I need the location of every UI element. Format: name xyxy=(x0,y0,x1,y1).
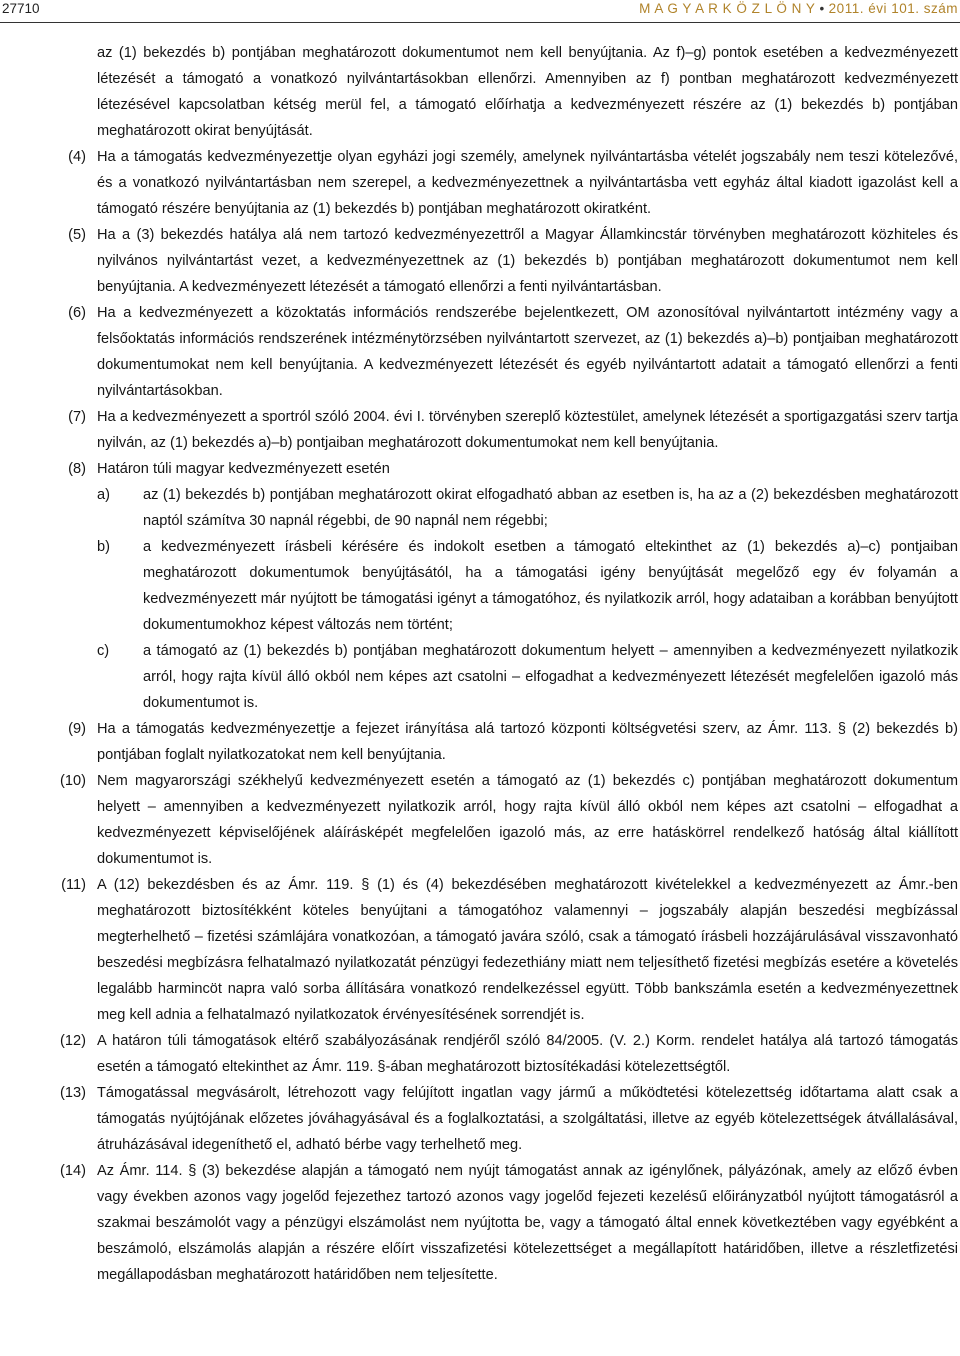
paragraph-text: Ha a kedvezményezett a sportról szóló 2004. évi I. törvényben szereplő köztestület, amelynek létezését a sportigazgatási szerv tartja nyilván, az (1) bekezdés a)–b) pontjaiban meghatározott dokumentumokat nem kell benyújtania. xyxy=(97,409,958,451)
journal-title xyxy=(639,1,958,17)
paragraph-text: Nem magyarországi székhelyű kedvezményezett esetén a támogató az (1) bekezdés c) pontjában meghatározott dokumentum helyett – amennyiben a kedvezményezett nyilatkozik arról, hogy rajta kívül álló okból nem képes azt csatolni – elfogadhat a kedvezményezett képviselőjének aláírásképét megfelelően igazoló más, az erre hatáskörrel rendelkező hatóság által kiállított dokumentumot is. xyxy=(97,773,958,867)
paragraph-5 xyxy=(0,222,960,300)
paragraph-text: Határon túli magyar kedvezményezett esetén xyxy=(97,461,390,477)
paragraph-14 xyxy=(0,1158,960,1288)
paragraph-text: Ha a támogatás kedvezményezettje olyan egyházi jogi személy, amelynek nyilvántartásba vételét jogszabály nem teszi kötelezővé, és a vonatkozó nyilvántartásban nem szerepel, a kedvezményezettnek a nyilvántartásba vett egyház által kiadott igazolást kell a támogató részére benyújtania az (1) bekezdés b) pontjában meghatározott okiratként. xyxy=(97,149,958,217)
paragraph-number: (9) xyxy=(68,721,86,737)
paragraph-number: (10) xyxy=(60,773,86,789)
item-letter: b) xyxy=(97,539,110,555)
item-letter: c) xyxy=(97,643,110,659)
document-body xyxy=(0,40,960,1288)
issue-label: 2011. évi 101. szám xyxy=(828,1,958,16)
paragraph-10 xyxy=(0,768,960,872)
paragraph-number: (6) xyxy=(68,305,86,321)
paragraph-11 xyxy=(0,872,960,1028)
list-item-a xyxy=(0,482,960,534)
item-text: az (1) bekezdés b) pontjában meghatározott okirat elfogadható abban az esetben is, ha az a (2) bekezdésben meghatározott naptól számítva 30 napnál régebbi, de 90 napnál nem régebbi; xyxy=(143,487,958,529)
paragraph-number: (11) xyxy=(61,877,86,893)
paragraph-13 xyxy=(0,1080,960,1158)
paragraph-number: (7) xyxy=(68,409,86,425)
item-text: a kedvezményezett írásbeli kérésére és indokolt esetben a támogató eltekinthet az (1) bekezdés a)–c) pontjaiban meghatározott dokumentumok benyújtásától, ha a támogatási igény benyújtását megelőző egy év folyamán a kedvezményezett már nyújtott be támogatási igényt a támogatóhoz, és nyilatkozik arról, hogy adataiban a korábban benyújtott dokumentumokhoz képest változás nem történt; xyxy=(143,539,958,633)
separator-dot: • xyxy=(819,1,825,16)
paragraph-number: (8) xyxy=(68,461,86,477)
paragraph-number: (4) xyxy=(68,149,86,165)
paragraph-text: A határon túli támogatások eltérő szabályozásának rendjéről szóló 84/2005. (V. 2.) Korm. rendelet hatálya alá tartozó támogatás esetén a támogató eltekinthet az Ámr. 119. §-ában meghatározott biztosítékadási kötelezettségtől. xyxy=(97,1033,958,1075)
journal-name: M A G Y A R K Ö Z L Ö N Y xyxy=(639,1,816,16)
paragraph-number: (12) xyxy=(60,1033,86,1049)
paragraph-text: Támogatással megvásárolt, létrehozott vagy felújított ingatlan vagy jármű a működtetési kötelezettség időtartama alatt csak a támogatás nyújtójának előzetes jóváhagyásával és a foglalkoztatási, a szolgáltatási, illetve az egyéb kötelezettségek átvállalásával, átruházásával idegeníthető el, adható bérbe vagy terhelhető meg. xyxy=(97,1085,958,1153)
paragraph-6 xyxy=(0,300,960,404)
paragraph-8 xyxy=(0,456,960,482)
paragraph-text: Ha a kedvezményezett a közoktatás információs rendszerébe bejelentkezett, OM azonosítóval nyilvántartott intézmény vagy a felsőoktatás információs rendszerének intézménytörzsében nyilvántartott szervezet, az (1) bekezdés a)–b) pontjaiban meghatározott dokumentumokat nem kell benyújtania. A kedvezményezett létezését és egyéb nyilvántartott adatait a támogató ellenőrzi a fenti nyilvántartásokban. xyxy=(97,305,958,399)
item-text: a támogató az (1) bekezdés b) pontjában meghatározott dokumentum helyett – amennyiben a kedvezményezett nyilatkozik arról, hogy rajta kívül álló okból nem képes azt csatolni – elfogadhat a kedvezményezett létezését megfelelően igazoló más dokumentumot is. xyxy=(143,643,958,711)
paragraph-text: A (12) bekezdésben és az Ámr. 119. § (1) és (4) bekezdésében meghatározott kivételekkel a kedvezményezett az Ámr.-ben meghatározott biztosítékként köteles benyújtani a támogatóhoz valamennyi – jogszabály alapján beszedési megbízással megterhelhető – fizetési számlájára vonatkozóan, a támogató javára szóló, csak a támogató írásbeli hozzájárulásával visszavonható beszedési megbízásra felhatalmazó nyilatkozatát pénzügyi fedezethiány miatt nem teljesíthető fizetési megbízás esetére a követelés legalább harmincöt napra való sorba állítására vonatkozó rendelkezéssel együtt. Több bankszámla esetén a kedvezményezettnek meg kell adnia a felhatalmazó nyilatkozatok érvényesítésének sorrendjét is. xyxy=(97,877,958,1023)
paragraph-number: (14) xyxy=(60,1163,86,1179)
list-item-c xyxy=(0,638,960,716)
paragraph-text: Az Ámr. 114. § (3) bekezdése alapján a támogató nem nyújt támogatást annak az igénylőnek, pályázónak, amely az előző évben vagy években azonos vagy jogelőd fejezethez tartozó azonos vagy jogelőd fejezeti kezelésű előirányzatból nyújtott támogatásról a szakmai beszámolót vagy a pénzügyi elszámolást nem nyújtotta be, vagy a támogató által ennek következtében vagy egyébként a beszámoló, elszámolás alapján a részére előírt visszafizetési kötelezettséget a megállapított határidőben, illetve a részletfizetési megállapodásban meghatározott határidőben nem teljesítette. xyxy=(97,1163,958,1283)
paragraph-9 xyxy=(0,716,960,768)
header-rule xyxy=(0,22,960,23)
paragraph-3-continued xyxy=(0,40,960,144)
list-item-b xyxy=(0,534,960,638)
page-header xyxy=(0,0,960,20)
paragraph-7 xyxy=(0,404,960,456)
paragraph-number: (5) xyxy=(68,227,86,243)
paragraph-number: (13) xyxy=(60,1085,86,1101)
paragraph-text: az (1) bekezdés b) pontjában meghatározott dokumentumot nem kell benyújtania. Az f)–g) pontok esetében a kedvezményezett létezését a támogató a vonatkozó nyilvántartásokban ellenőrzi. Amennyiben az f) pontban meghatározott kedvezményezett létezésével kapcsolatban kétség merül fel, a támogató előírhatja a kedvezményezett részére az (1) bekezdés b) pontjában meghatározott okirat benyújtását. xyxy=(97,45,958,139)
item-letter: a) xyxy=(97,487,110,503)
paragraph-text: Ha a támogatás kedvezményezettje a fejezet irányítása alá tartozó központi költségvetési szerv, az Ámr. 113. § (2) bekezdés b) pontjában foglalt nyilatkozatokat nem kell benyújtania. xyxy=(97,721,958,763)
paragraph-4 xyxy=(0,144,960,222)
paragraph-text: Ha a (3) bekezdés hatálya alá nem tartozó kedvezményezettről a Magyar Államkincstár törvényben meghatározott közhiteles és nyilvános nyilvántartást vezet, a kedvezményezettnek az (1) bekezdés b) pontjában meghatározott dokumentumot nem kell benyújtania. A kedvezményezett létezését a támogató ellenőrzi a fenti nyilvántartásban. xyxy=(97,227,958,295)
page-number: 27710 xyxy=(2,1,40,16)
paragraph-12 xyxy=(0,1028,960,1080)
